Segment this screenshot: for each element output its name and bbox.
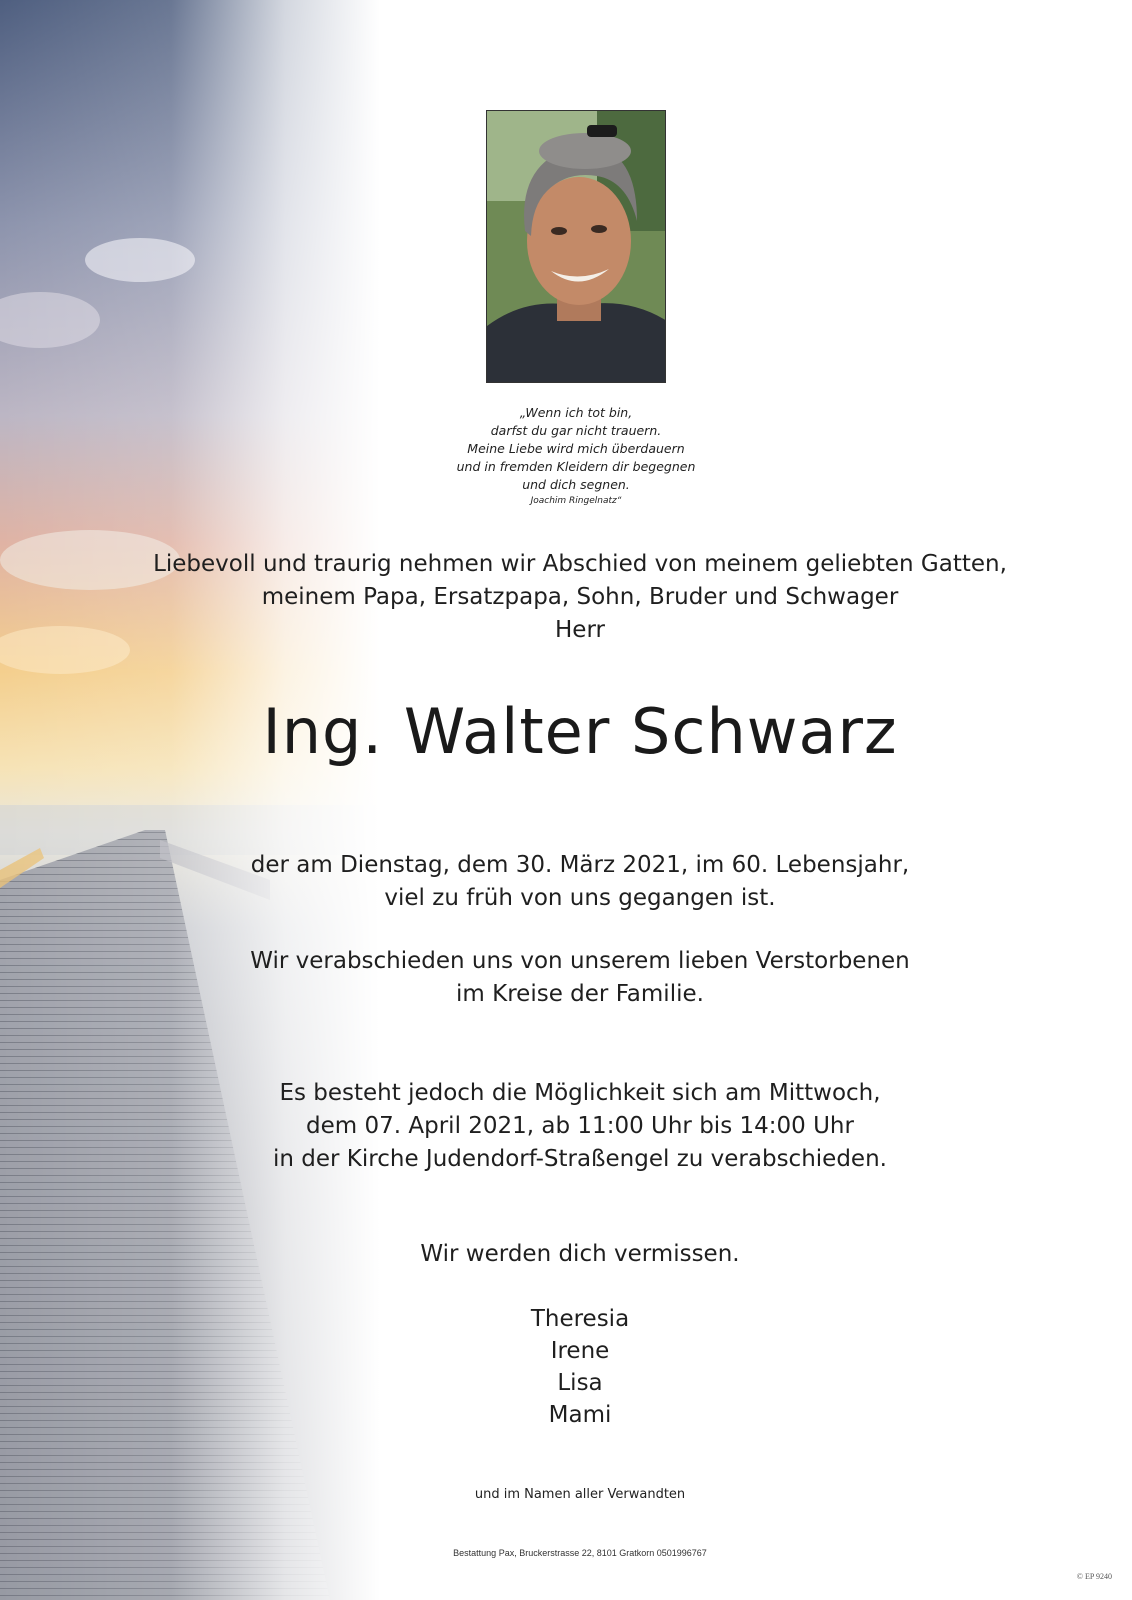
intro-line: meinem Papa, Ersatzpapa, Sohn, Bruder und Schwager bbox=[261, 584, 899, 610]
portrait-photo bbox=[486, 110, 666, 383]
funeral-home-footer: Bestattung Pax, Bruckerstrasse 22, 8101 Gratkorn 0501996767 bbox=[453, 1548, 707, 1558]
memorial-quote bbox=[400, 404, 752, 508]
quote-line: darfst du gar nicht trauern. bbox=[490, 423, 662, 438]
deceased-name: Ing. Walter Schwarz bbox=[262, 695, 898, 768]
family-list bbox=[100, 1303, 1060, 1431]
document-code: © EP 9240 bbox=[1076, 1572, 1112, 1581]
visit-line: Es besteht jedoch die Möglichkeit sich am Mittwoch, bbox=[279, 1080, 881, 1106]
quote-line: und dich segnen. bbox=[522, 477, 630, 492]
quote-line: Meine Liebe wird mich überdauern bbox=[467, 441, 685, 456]
intro-line: Herr bbox=[555, 617, 605, 643]
visit-line: in der Kirche Judendorf-Straßengel zu verabschieden. bbox=[273, 1146, 887, 1172]
farewell-line: im Kreise der Familie. bbox=[456, 981, 704, 1007]
visit-line: dem 07. April 2021, ab 11:00 Uhr bis 14:00 Uhr bbox=[306, 1113, 854, 1139]
intro-text bbox=[100, 548, 1060, 647]
death-line: viel zu früh von uns gegangen ist. bbox=[384, 885, 776, 911]
family-member: Theresia bbox=[530, 1306, 630, 1332]
portrait-image bbox=[487, 111, 666, 383]
quote-line: „Wenn ich tot bin, bbox=[519, 405, 633, 420]
death-line: der am Dienstag, dem 30. März 2021, im 60. Lebensjahr, bbox=[250, 852, 910, 878]
miss-you-text: Wir werden dich vermissen. bbox=[420, 1241, 740, 1267]
quote-line: und in fremden Kleidern dir begegnen bbox=[456, 459, 696, 474]
farewell-text bbox=[100, 945, 1060, 1011]
intro-line: Liebevoll und traurig nehmen wir Abschied von meinem geliebten Gatten, bbox=[153, 551, 1007, 577]
family-member: Irene bbox=[550, 1338, 610, 1364]
quote-author: Joachim Ringelnatz“ bbox=[530, 496, 622, 506]
visitation-text bbox=[100, 1077, 1060, 1176]
relatives-text: und im Namen aller Verwandten bbox=[474, 1487, 686, 1502]
family-member: Mami bbox=[548, 1402, 612, 1428]
death-date-text bbox=[100, 849, 1060, 915]
family-member: Lisa bbox=[557, 1370, 603, 1396]
farewell-line: Wir verabschieden uns von unserem lieben Verstorbenen bbox=[250, 948, 910, 974]
